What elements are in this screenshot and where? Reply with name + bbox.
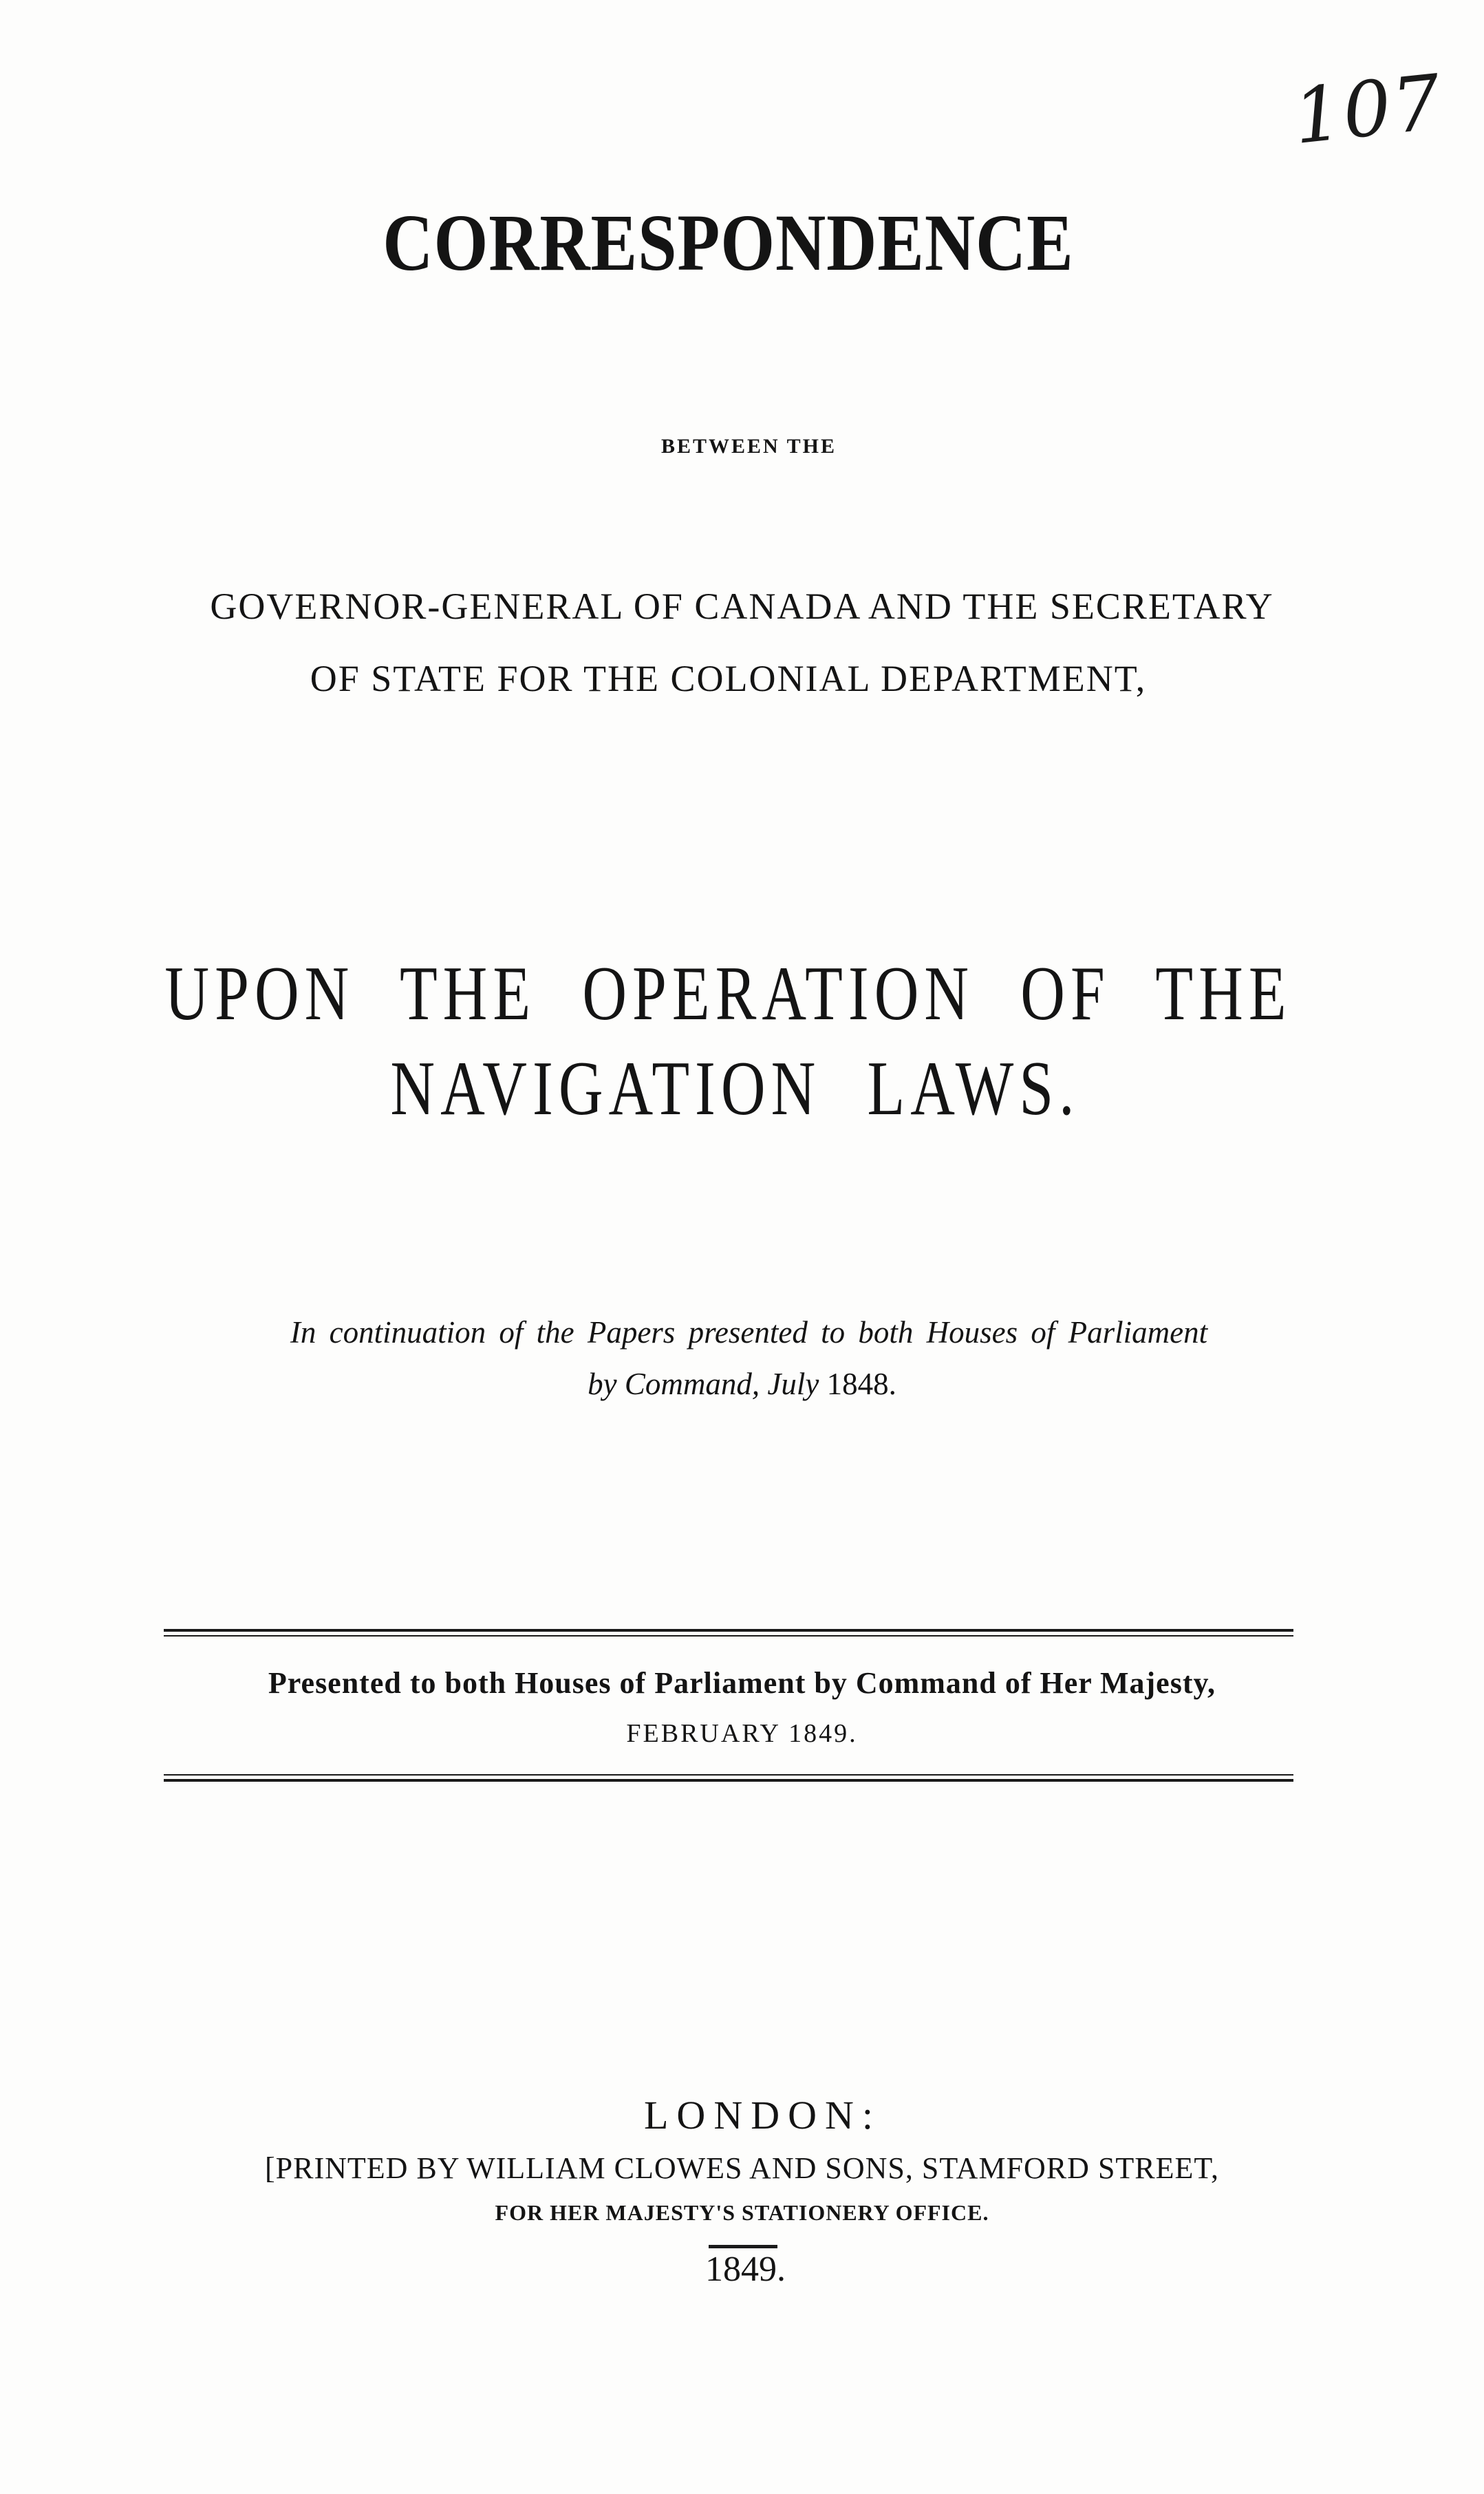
top-double-rule-lower (164, 1635, 1293, 1637)
imprint-place: LONDON: (644, 2093, 881, 2138)
continuation-command-text: by Command, July (588, 1367, 819, 1401)
imprint-printer: [PRINTED BY WILLIAM CLOWES AND SONS, STAMFORD STREET, (264, 2151, 1220, 2185)
top-double-rule-upper (164, 1629, 1293, 1632)
continuation-line-1: In continuation of the Papers presented to both Houses of Parliament (290, 1315, 1208, 1350)
presentation-date: FEBRUARY 1849. (626, 1719, 858, 1748)
imprint-year: 1849. (705, 2250, 786, 2289)
parties-line-1: GOVERNOR-GENERAL OF CANADA AND THE SECRETARY (210, 586, 1274, 627)
continuation-year: 1848. (819, 1367, 896, 1401)
between-label: BETWEEN THE (660, 435, 837, 458)
document-title: CORRESPONDENCE (383, 198, 1074, 288)
bottom-double-rule-upper (164, 1774, 1293, 1776)
subject-line-1: UPON THE OPERATION OF THE (164, 951, 1292, 1036)
imprint-divider (709, 2245, 777, 2248)
continuation-line-2 (0, 1366, 1484, 1402)
subject-line-2: NAVIGATION LAWS. (390, 1046, 1080, 1131)
presentation-statement: Presented to both Houses of Parliament by Command of Her Majesty, (268, 1666, 1216, 1700)
handwritten-folio-number: 107 (1289, 58, 1447, 161)
imprint-office: FOR HER MAJESTY'S STATIONERY OFFICE. (495, 2200, 989, 2225)
bottom-double-rule-lower (164, 1779, 1293, 1782)
parties-line-2: OF STATE FOR THE COLONIAL DEPARTMENT, (310, 658, 1147, 699)
